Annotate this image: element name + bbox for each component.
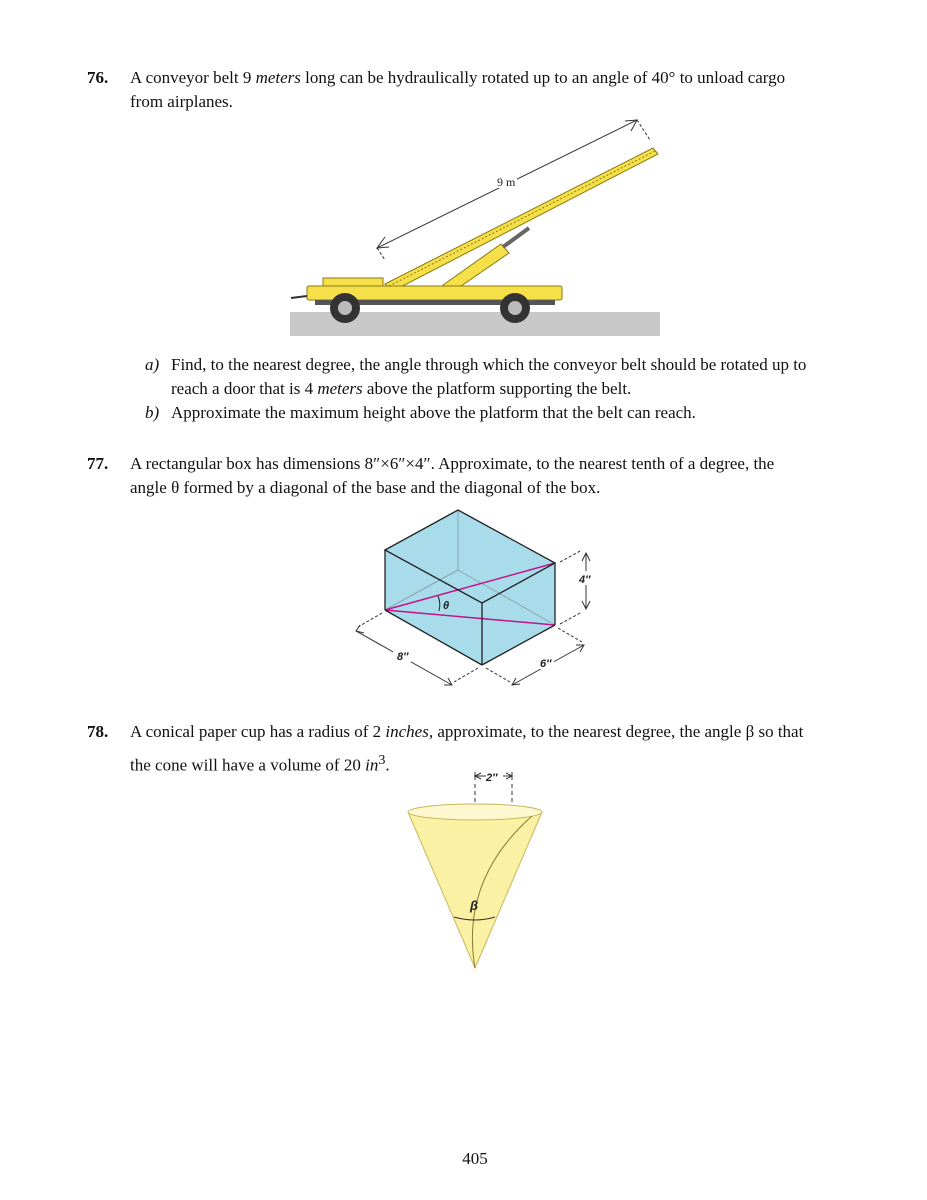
volume-unit: in [365, 755, 379, 775]
problem-76-text-b: long can be hydraulically rotated up to an angle of 40° to unload cargo [300, 68, 786, 87]
beta-label: β [470, 898, 479, 913]
rectangular-box-figure [350, 505, 610, 690]
part-a-line1: Find, to the nearest degree, the angle through which the conveyor belt should be rotated up to [171, 355, 807, 374]
problem-77-text-a: A rectangular box has dimensions [130, 454, 365, 473]
part-a-unit: meters [317, 379, 363, 398]
part-b-line1: Approximate the maximum height above the platform that the belt can reach. [171, 403, 696, 422]
problem-77-text-b: . Approximate, to the nearest tenth of a degree, the [430, 454, 775, 473]
problem-76-part-b [145, 401, 865, 425]
height-dimension [560, 550, 590, 624]
problem-78-text-a: A conical paper cup has a radius of 2 [130, 722, 386, 741]
belt [385, 148, 658, 292]
rear-wheel [500, 293, 530, 323]
box-body [385, 510, 555, 665]
radius-label: 2″ [486, 772, 498, 784]
length-label: 8″ [397, 651, 409, 663]
theta-symbol: θ [171, 478, 180, 497]
part-a-label: a) [145, 355, 160, 374]
page-number: 405 [462, 1149, 488, 1168]
cone-rim [408, 804, 542, 820]
cone-body [408, 812, 542, 968]
part-a-line2-a: reach a door that is 4 [171, 379, 318, 398]
length-label: 9 m [497, 175, 516, 189]
problem-78-unit: inches [385, 722, 429, 741]
problem-78-line2-b: . [385, 755, 390, 775]
problem-78-text-b: , approximate, to the nearest degree, the angle [428, 722, 746, 741]
part-a-line2-b: above the platform supporting the belt. [362, 379, 632, 398]
problem-77-line2-a: angle [130, 478, 172, 497]
problem-77-text [130, 452, 860, 500]
beta-symbol: β [745, 722, 755, 741]
problem-76-text [130, 66, 860, 114]
problem-76-number: 76. [87, 68, 109, 87]
problem-76-unit: meters [255, 68, 301, 87]
problem-78-text [130, 720, 860, 778]
width-label: 6″ [540, 658, 552, 670]
problem-78-line2-a: the cone will have a volume of 20 [130, 755, 366, 775]
theta-label: θ [443, 600, 450, 612]
conveyor-belt-figure [285, 110, 665, 340]
front-wheel [330, 293, 360, 323]
problem-77-number: 77. [87, 454, 109, 473]
problem-76-text-a: A conveyor belt 9 [130, 68, 256, 87]
box-dimensions: 8″×6″×4″ [364, 454, 431, 473]
part-b-label: b) [145, 403, 160, 422]
volume-exponent: 3 [378, 752, 386, 768]
problem-76-part-a [145, 353, 865, 401]
cone-figure [400, 770, 550, 975]
problem-78-text-c: so that [754, 722, 804, 741]
problem-76-text-line2: from airplanes. [130, 92, 233, 111]
height-label: 4″ [579, 574, 591, 586]
problem-78-number: 78. [87, 722, 109, 741]
problem-77-line2-b: formed by a diagonal of the base and the diagonal of the box. [179, 478, 601, 497]
